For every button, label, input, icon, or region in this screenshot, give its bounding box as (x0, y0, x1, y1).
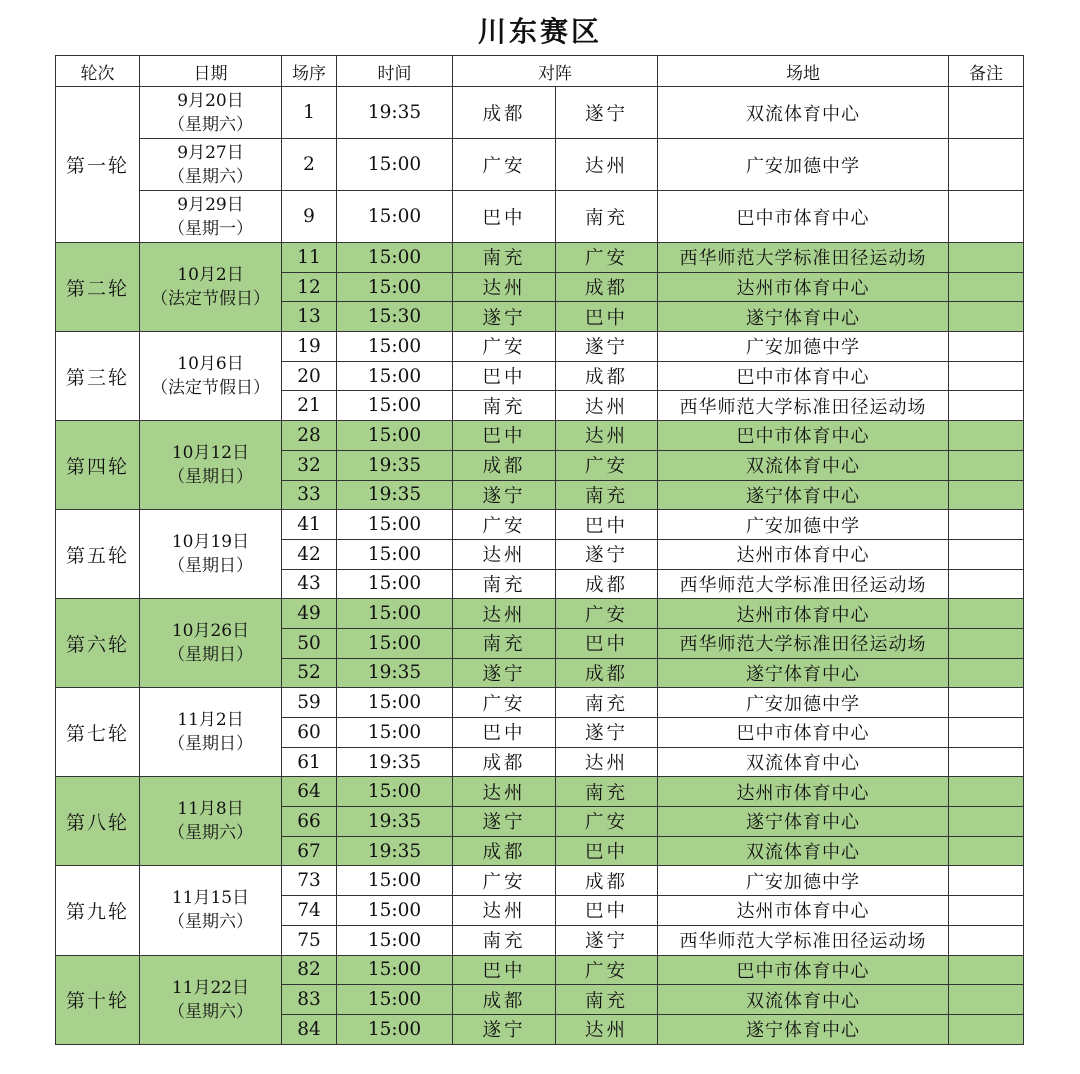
date-day: 11月22日 (171, 977, 250, 998)
note-cell (949, 243, 1024, 273)
venue-cell: 达州市体育中心 (658, 599, 949, 629)
date-day: 10月19日 (171, 532, 250, 553)
round-cell: 第九轮 (56, 866, 140, 955)
time-cell: 15:00 (337, 777, 453, 807)
date-weekday: （星期六） (168, 1001, 253, 1022)
note-cell (949, 332, 1024, 362)
seq-cell: 19 (282, 332, 337, 362)
note-cell (949, 599, 1024, 629)
seq-cell: 82 (282, 955, 337, 985)
header-seq: 场序 (282, 56, 337, 87)
away-team-cell: 达州 (556, 391, 658, 421)
table-row (56, 777, 1024, 807)
away-team-cell: 成都 (556, 361, 658, 391)
note-cell (949, 87, 1024, 139)
seq-cell: 13 (282, 302, 337, 332)
venue-cell: 广安加德中学 (658, 688, 949, 718)
time-cell: 15:00 (337, 1014, 453, 1044)
seq-cell: 83 (282, 985, 337, 1015)
note-cell (949, 688, 1024, 718)
seq-cell: 52 (282, 658, 337, 688)
home-team-cell: 广安 (453, 332, 556, 362)
home-team-cell: 广安 (453, 139, 556, 191)
venue-cell: 达州市体育中心 (658, 896, 949, 926)
seq-cell: 43 (282, 569, 337, 599)
away-team-cell: 遂宁 (556, 332, 658, 362)
seq-cell: 9 (282, 191, 337, 243)
header-date: 日期 (140, 56, 282, 87)
header-matchup: 对阵 (453, 56, 658, 87)
round-cell: 第二轮 (56, 243, 140, 332)
venue-cell: 广安加德中学 (658, 866, 949, 896)
away-team-cell: 南充 (556, 985, 658, 1015)
date-day: 11月2日 (177, 710, 244, 731)
note-cell (949, 302, 1024, 332)
note-cell (949, 866, 1024, 896)
time-cell: 15:00 (337, 985, 453, 1015)
away-team-cell: 南充 (556, 480, 658, 510)
round-cell: 第四轮 (56, 421, 140, 510)
time-cell: 15:00 (337, 866, 453, 896)
seq-cell: 67 (282, 836, 337, 866)
time-cell: 15:00 (337, 139, 453, 191)
date-day: 9月27日 (177, 142, 244, 163)
date-weekday: （星期六） (168, 912, 253, 933)
note-cell (949, 985, 1024, 1015)
venue-cell: 双流体育中心 (658, 985, 949, 1015)
note-cell (949, 421, 1024, 451)
time-cell: 15:00 (337, 191, 453, 243)
date-cell (140, 955, 282, 1044)
note-cell (949, 777, 1024, 807)
away-team-cell: 成都 (556, 658, 658, 688)
note-cell (949, 628, 1024, 658)
venue-cell: 广安加德中学 (658, 510, 949, 540)
table-row (56, 87, 1024, 139)
home-team-cell: 南充 (453, 569, 556, 599)
away-team-cell: 达州 (556, 421, 658, 451)
date-weekday: （法定节假日） (151, 378, 270, 399)
seq-cell: 41 (282, 510, 337, 540)
venue-cell: 双流体育中心 (658, 87, 949, 139)
time-cell: 15:00 (337, 332, 453, 362)
home-team-cell: 巴中 (453, 361, 556, 391)
home-team-cell: 遂宁 (453, 1014, 556, 1044)
date-weekday: （法定节假日） (151, 289, 270, 310)
home-team-cell: 达州 (453, 539, 556, 569)
time-cell: 15:00 (337, 391, 453, 421)
date-weekday: （星期六） (168, 114, 253, 135)
home-team-cell: 成都 (453, 985, 556, 1015)
home-team-cell: 南充 (453, 628, 556, 658)
table-row (56, 421, 1024, 451)
away-team-cell: 达州 (556, 1014, 658, 1044)
seq-cell: 32 (282, 450, 337, 480)
away-team-cell: 遂宁 (556, 87, 658, 139)
time-cell: 19:35 (337, 836, 453, 866)
time-cell: 15:00 (337, 539, 453, 569)
seq-cell: 1 (282, 87, 337, 139)
home-team-cell: 广安 (453, 866, 556, 896)
round-cell: 第一轮 (56, 87, 140, 243)
date-weekday: （星期六） (168, 166, 253, 187)
time-cell: 15:00 (337, 599, 453, 629)
note-cell (949, 391, 1024, 421)
date-cell (140, 139, 282, 191)
venue-cell: 遂宁体育中心 (658, 302, 949, 332)
seq-cell: 11 (282, 243, 337, 273)
time-cell: 15:00 (337, 628, 453, 658)
time-cell: 15:00 (337, 925, 453, 955)
away-team-cell: 达州 (556, 747, 658, 777)
note-cell (949, 450, 1024, 480)
away-team-cell: 广安 (556, 955, 658, 985)
table-row (56, 191, 1024, 243)
seq-cell: 84 (282, 1014, 337, 1044)
venue-cell: 西华师范大学标准田径运动场 (658, 628, 949, 658)
date-cell (140, 688, 282, 777)
venue-cell: 达州市体育中心 (658, 272, 949, 302)
home-team-cell: 遂宁 (453, 658, 556, 688)
seq-cell: 64 (282, 777, 337, 807)
note-cell (949, 747, 1024, 777)
home-team-cell: 成都 (453, 747, 556, 777)
venue-cell: 遂宁体育中心 (658, 658, 949, 688)
table-row (56, 866, 1024, 896)
table-row (56, 243, 1024, 273)
away-team-cell: 广安 (556, 243, 658, 273)
round-cell: 第五轮 (56, 510, 140, 599)
note-cell (949, 807, 1024, 837)
home-team-cell: 成都 (453, 836, 556, 866)
note-cell (949, 539, 1024, 569)
note-cell (949, 272, 1024, 302)
time-cell: 19:35 (337, 747, 453, 777)
away-team-cell: 南充 (556, 191, 658, 243)
venue-cell: 巴中市体育中心 (658, 191, 949, 243)
venue-cell: 巴中市体育中心 (658, 718, 949, 748)
venue-cell: 达州市体育中心 (658, 539, 949, 569)
away-team-cell: 遂宁 (556, 925, 658, 955)
note-cell (949, 569, 1024, 599)
header-note: 备注 (949, 56, 1024, 87)
away-team-cell: 巴中 (556, 302, 658, 332)
away-team-cell: 遂宁 (556, 539, 658, 569)
note-cell (949, 896, 1024, 926)
table-row (56, 139, 1024, 191)
venue-cell: 遂宁体育中心 (658, 1014, 949, 1044)
home-team-cell: 达州 (453, 272, 556, 302)
away-team-cell: 巴中 (556, 896, 658, 926)
date-weekday: （星期六） (168, 823, 253, 844)
date-day: 11月8日 (177, 799, 244, 820)
seq-cell: 75 (282, 925, 337, 955)
table-row (56, 332, 1024, 362)
away-team-cell: 巴中 (556, 510, 658, 540)
venue-cell: 双流体育中心 (658, 450, 949, 480)
round-cell: 第七轮 (56, 688, 140, 777)
date-weekday: （星期日） (168, 467, 253, 488)
seq-cell: 12 (282, 272, 337, 302)
venue-cell: 广安加德中学 (658, 139, 949, 191)
date-cell (140, 191, 282, 243)
seq-cell: 50 (282, 628, 337, 658)
venue-cell: 巴中市体育中心 (658, 421, 949, 451)
seq-cell: 20 (282, 361, 337, 391)
page-title: 川东赛区 (477, 15, 602, 48)
away-team-cell: 遂宁 (556, 718, 658, 748)
time-cell: 15:00 (337, 272, 453, 302)
header-row (56, 56, 1024, 87)
note-cell (949, 1014, 1024, 1044)
time-cell: 15:00 (337, 896, 453, 926)
away-team-cell: 巴中 (556, 836, 658, 866)
date-weekday: （星期一） (168, 218, 253, 239)
time-cell: 15:00 (337, 718, 453, 748)
home-team-cell: 遂宁 (453, 480, 556, 510)
date-day: 9月29日 (177, 194, 244, 215)
seq-cell: 74 (282, 896, 337, 926)
seq-cell: 28 (282, 421, 337, 451)
home-team-cell: 广安 (453, 688, 556, 718)
home-team-cell: 巴中 (453, 421, 556, 451)
seq-cell: 61 (282, 747, 337, 777)
venue-cell: 双流体育中心 (658, 836, 949, 866)
away-team-cell: 巴中 (556, 628, 658, 658)
seq-cell: 42 (282, 539, 337, 569)
home-team-cell: 南充 (453, 925, 556, 955)
note-cell (949, 955, 1024, 985)
date-day: 10月26日 (171, 621, 250, 642)
away-team-cell: 成都 (556, 272, 658, 302)
away-team-cell: 南充 (556, 688, 658, 718)
round-cell: 第八轮 (56, 777, 140, 866)
venue-cell: 双流体育中心 (658, 747, 949, 777)
home-team-cell: 广安 (453, 510, 556, 540)
date-cell (140, 599, 282, 688)
time-cell: 15:00 (337, 569, 453, 599)
table-row (56, 955, 1024, 985)
date-day: 10月12日 (171, 443, 250, 464)
seq-cell: 73 (282, 866, 337, 896)
venue-cell: 遂宁体育中心 (658, 807, 949, 837)
header-time: 时间 (337, 56, 453, 87)
venue-cell: 广安加德中学 (658, 332, 949, 362)
seq-cell: 60 (282, 718, 337, 748)
date-cell (140, 421, 282, 510)
home-team-cell: 南充 (453, 391, 556, 421)
time-cell: 15:00 (337, 421, 453, 451)
venue-cell: 巴中市体育中心 (658, 361, 949, 391)
note-cell (949, 925, 1024, 955)
venue-cell: 西华师范大学标准田径运动场 (658, 569, 949, 599)
venue-cell: 遂宁体育中心 (658, 480, 949, 510)
date-day: 10月6日 (177, 354, 244, 375)
home-team-cell: 遂宁 (453, 302, 556, 332)
seq-cell: 66 (282, 807, 337, 837)
home-team-cell: 巴中 (453, 718, 556, 748)
away-team-cell: 广安 (556, 450, 658, 480)
header-round: 轮次 (56, 56, 140, 87)
home-team-cell: 巴中 (453, 955, 556, 985)
seq-cell: 21 (282, 391, 337, 421)
date-day: 10月2日 (177, 265, 244, 286)
table-row (56, 510, 1024, 540)
schedule-table (55, 55, 1024, 1045)
home-team-cell: 巴中 (453, 191, 556, 243)
time-cell: 15:00 (337, 688, 453, 718)
date-cell (140, 777, 282, 866)
home-team-cell: 达州 (453, 599, 556, 629)
home-team-cell: 南充 (453, 243, 556, 273)
date-cell (140, 332, 282, 421)
away-team-cell: 广安 (556, 807, 658, 837)
venue-cell: 达州市体育中心 (658, 777, 949, 807)
away-team-cell: 南充 (556, 777, 658, 807)
away-team-cell: 广安 (556, 599, 658, 629)
time-cell: 19:35 (337, 480, 453, 510)
date-weekday: （星期日） (168, 645, 253, 666)
away-team-cell: 成都 (556, 866, 658, 896)
home-team-cell: 达州 (453, 777, 556, 807)
note-cell (949, 836, 1024, 866)
home-team-cell: 遂宁 (453, 807, 556, 837)
note-cell (949, 191, 1024, 243)
note-cell (949, 139, 1024, 191)
time-cell: 15:00 (337, 510, 453, 540)
seq-cell: 49 (282, 599, 337, 629)
time-cell: 19:35 (337, 658, 453, 688)
venue-cell: 西华师范大学标准田径运动场 (658, 391, 949, 421)
date-weekday: （星期日） (168, 556, 253, 577)
time-cell: 15:00 (337, 361, 453, 391)
date-cell (140, 243, 282, 332)
date-cell (140, 510, 282, 599)
date-day: 9月20日 (177, 90, 244, 111)
note-cell (949, 480, 1024, 510)
date-cell (140, 866, 282, 955)
note-cell (949, 718, 1024, 748)
date-day: 11月15日 (171, 888, 250, 909)
time-cell: 15:00 (337, 243, 453, 273)
venue-cell: 西华师范大学标准田径运动场 (658, 925, 949, 955)
time-cell: 19:35 (337, 450, 453, 480)
time-cell: 19:35 (337, 807, 453, 837)
venue-cell: 巴中市体育中心 (658, 955, 949, 985)
table-row (56, 599, 1024, 629)
header-venue: 场地 (658, 56, 949, 87)
time-cell: 15:30 (337, 302, 453, 332)
home-team-cell: 达州 (453, 896, 556, 926)
seq-cell: 33 (282, 480, 337, 510)
home-team-cell: 成都 (453, 450, 556, 480)
round-cell: 第六轮 (56, 599, 140, 688)
home-team-cell: 成都 (453, 87, 556, 139)
note-cell (949, 361, 1024, 391)
time-cell: 19:35 (337, 87, 453, 139)
away-team-cell: 达州 (556, 139, 658, 191)
away-team-cell: 成都 (556, 569, 658, 599)
round-cell: 第三轮 (56, 332, 140, 421)
venue-cell: 西华师范大学标准田径运动场 (658, 243, 949, 273)
date-weekday: （星期日） (168, 734, 253, 755)
time-cell: 15:00 (337, 955, 453, 985)
round-cell: 第十轮 (56, 955, 140, 1044)
note-cell (949, 510, 1024, 540)
table-row (56, 688, 1024, 718)
date-cell (140, 87, 282, 139)
seq-cell: 2 (282, 139, 337, 191)
note-cell (949, 658, 1024, 688)
seq-cell: 59 (282, 688, 337, 718)
